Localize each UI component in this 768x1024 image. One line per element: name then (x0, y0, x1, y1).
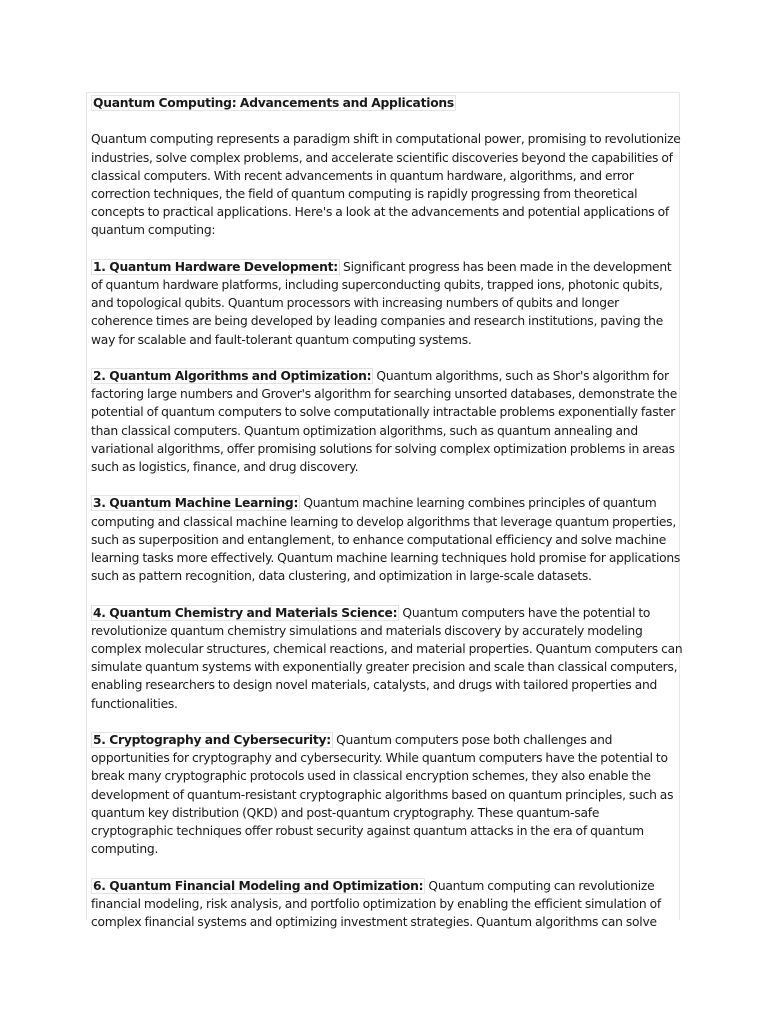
section-body: Quantum computers pose both challenges and opportunities for cryptography and cybersecurity. While quantum computers have the potential to break many cryptographic protocols used in classical encryption schemes, they also enable the development of quantum-resistant cryptographic algorithms based on quantum principles, such as quantum key distribution (QKD) and post-quantum cryptography. These quantum-safe cryptographic techniques offer robust security against quantum attacks in the era of quantum computing. (91, 733, 674, 857)
section-algorithms (91, 367, 683, 476)
section-heading: 1. Quantum Hardware Development: (93, 259, 338, 274)
section-cryptography (91, 731, 683, 858)
document-body (91, 94, 683, 931)
document-title (91, 94, 683, 112)
section-heading: 2. Quantum Algorithms and Optimization: (93, 369, 372, 383)
section-heading: 4. Quantum Chemistry and Materials Science: (93, 605, 398, 620)
section-body: Quantum machine learning combines principles of quantum computing and classical machine learning to develop algorithms that leverage quantum properties, such as superposition and entanglement, to enhance computational efficiency and solve machine learning tasks more effectively. Quantum machine learning techniques hold promise for applications such as pattern recognition, data clustering, and optimization in large-scale datasets. (91, 496, 681, 584)
section-chemistry (91, 604, 683, 713)
section-finance (91, 877, 683, 932)
section-body: Quantum algorithms, such as Shor's algorithm for factoring large numbers and Grover's algorithm for searching unsorted databases, demonstrate the potential of quantum computers to solve computationally intractable problems exponentially faster than classical computers. Quantum optimization algorithms, such as quantum annealing and variational algorithms, offer promising solutions for solving complex optimization problems in areas such as logistics, finance, and drug discovery. (91, 369, 678, 475)
intro-paragraph: Quantum computing represents a paradigm shift in computational power, promising to revolutionize industries, solve complex problems, and accelerate scientific discoveries beyond the capabilities of classical computers. With recent advancements in quantum hardware, algorithms, and error correction techniques, the field of quantum computing is rapidly progressing from theoretical concepts to practical applications. Here's a look at the advancements and potential applications of quantum computing: (91, 132, 681, 238)
section-machine-learning (91, 494, 683, 585)
section-body: Quantum computers have the potential to revolutionize quantum chemistry simulations and materials discovery by accurately modeling complex molecular structures, chemical reactions, and material properties. Quantum computers can simulate quantum systems with exponentially greater precision and scale than classical computers, enabling researchers to design novel materials, catalysts, and drugs with tailored properties and functionalities. (91, 605, 683, 711)
section-heading: 3. Quantum Machine Learning: (93, 496, 299, 511)
section-hardware (91, 258, 683, 349)
section-heading: 5. Cryptography and Cybersecurity: (93, 733, 331, 748)
section-body: Quantum computing can revolutionize financial modeling, risk analysis, and portfolio optimization by enabling the efficient simulation of complex financial systems and optimizing investment strategies. Quantum algorithms can solve (91, 878, 661, 930)
document-title-text: Quantum Computing: Advancements and Applications (93, 96, 454, 110)
document-frame (86, 92, 683, 930)
section-heading: 6. Quantum Financial Modeling and Optimization: (93, 878, 424, 893)
section-body: Significant progress has been made in the development of quantum hardware platforms, including superconducting qubits, trapped ions, photonic qubits, and topological qubits. Quantum processors with increasing numbers of qubits and longer coherence times are being developed by leading companies and research institutions, paving the way for scalable and fault-tolerant quantum computing systems. (91, 259, 672, 347)
